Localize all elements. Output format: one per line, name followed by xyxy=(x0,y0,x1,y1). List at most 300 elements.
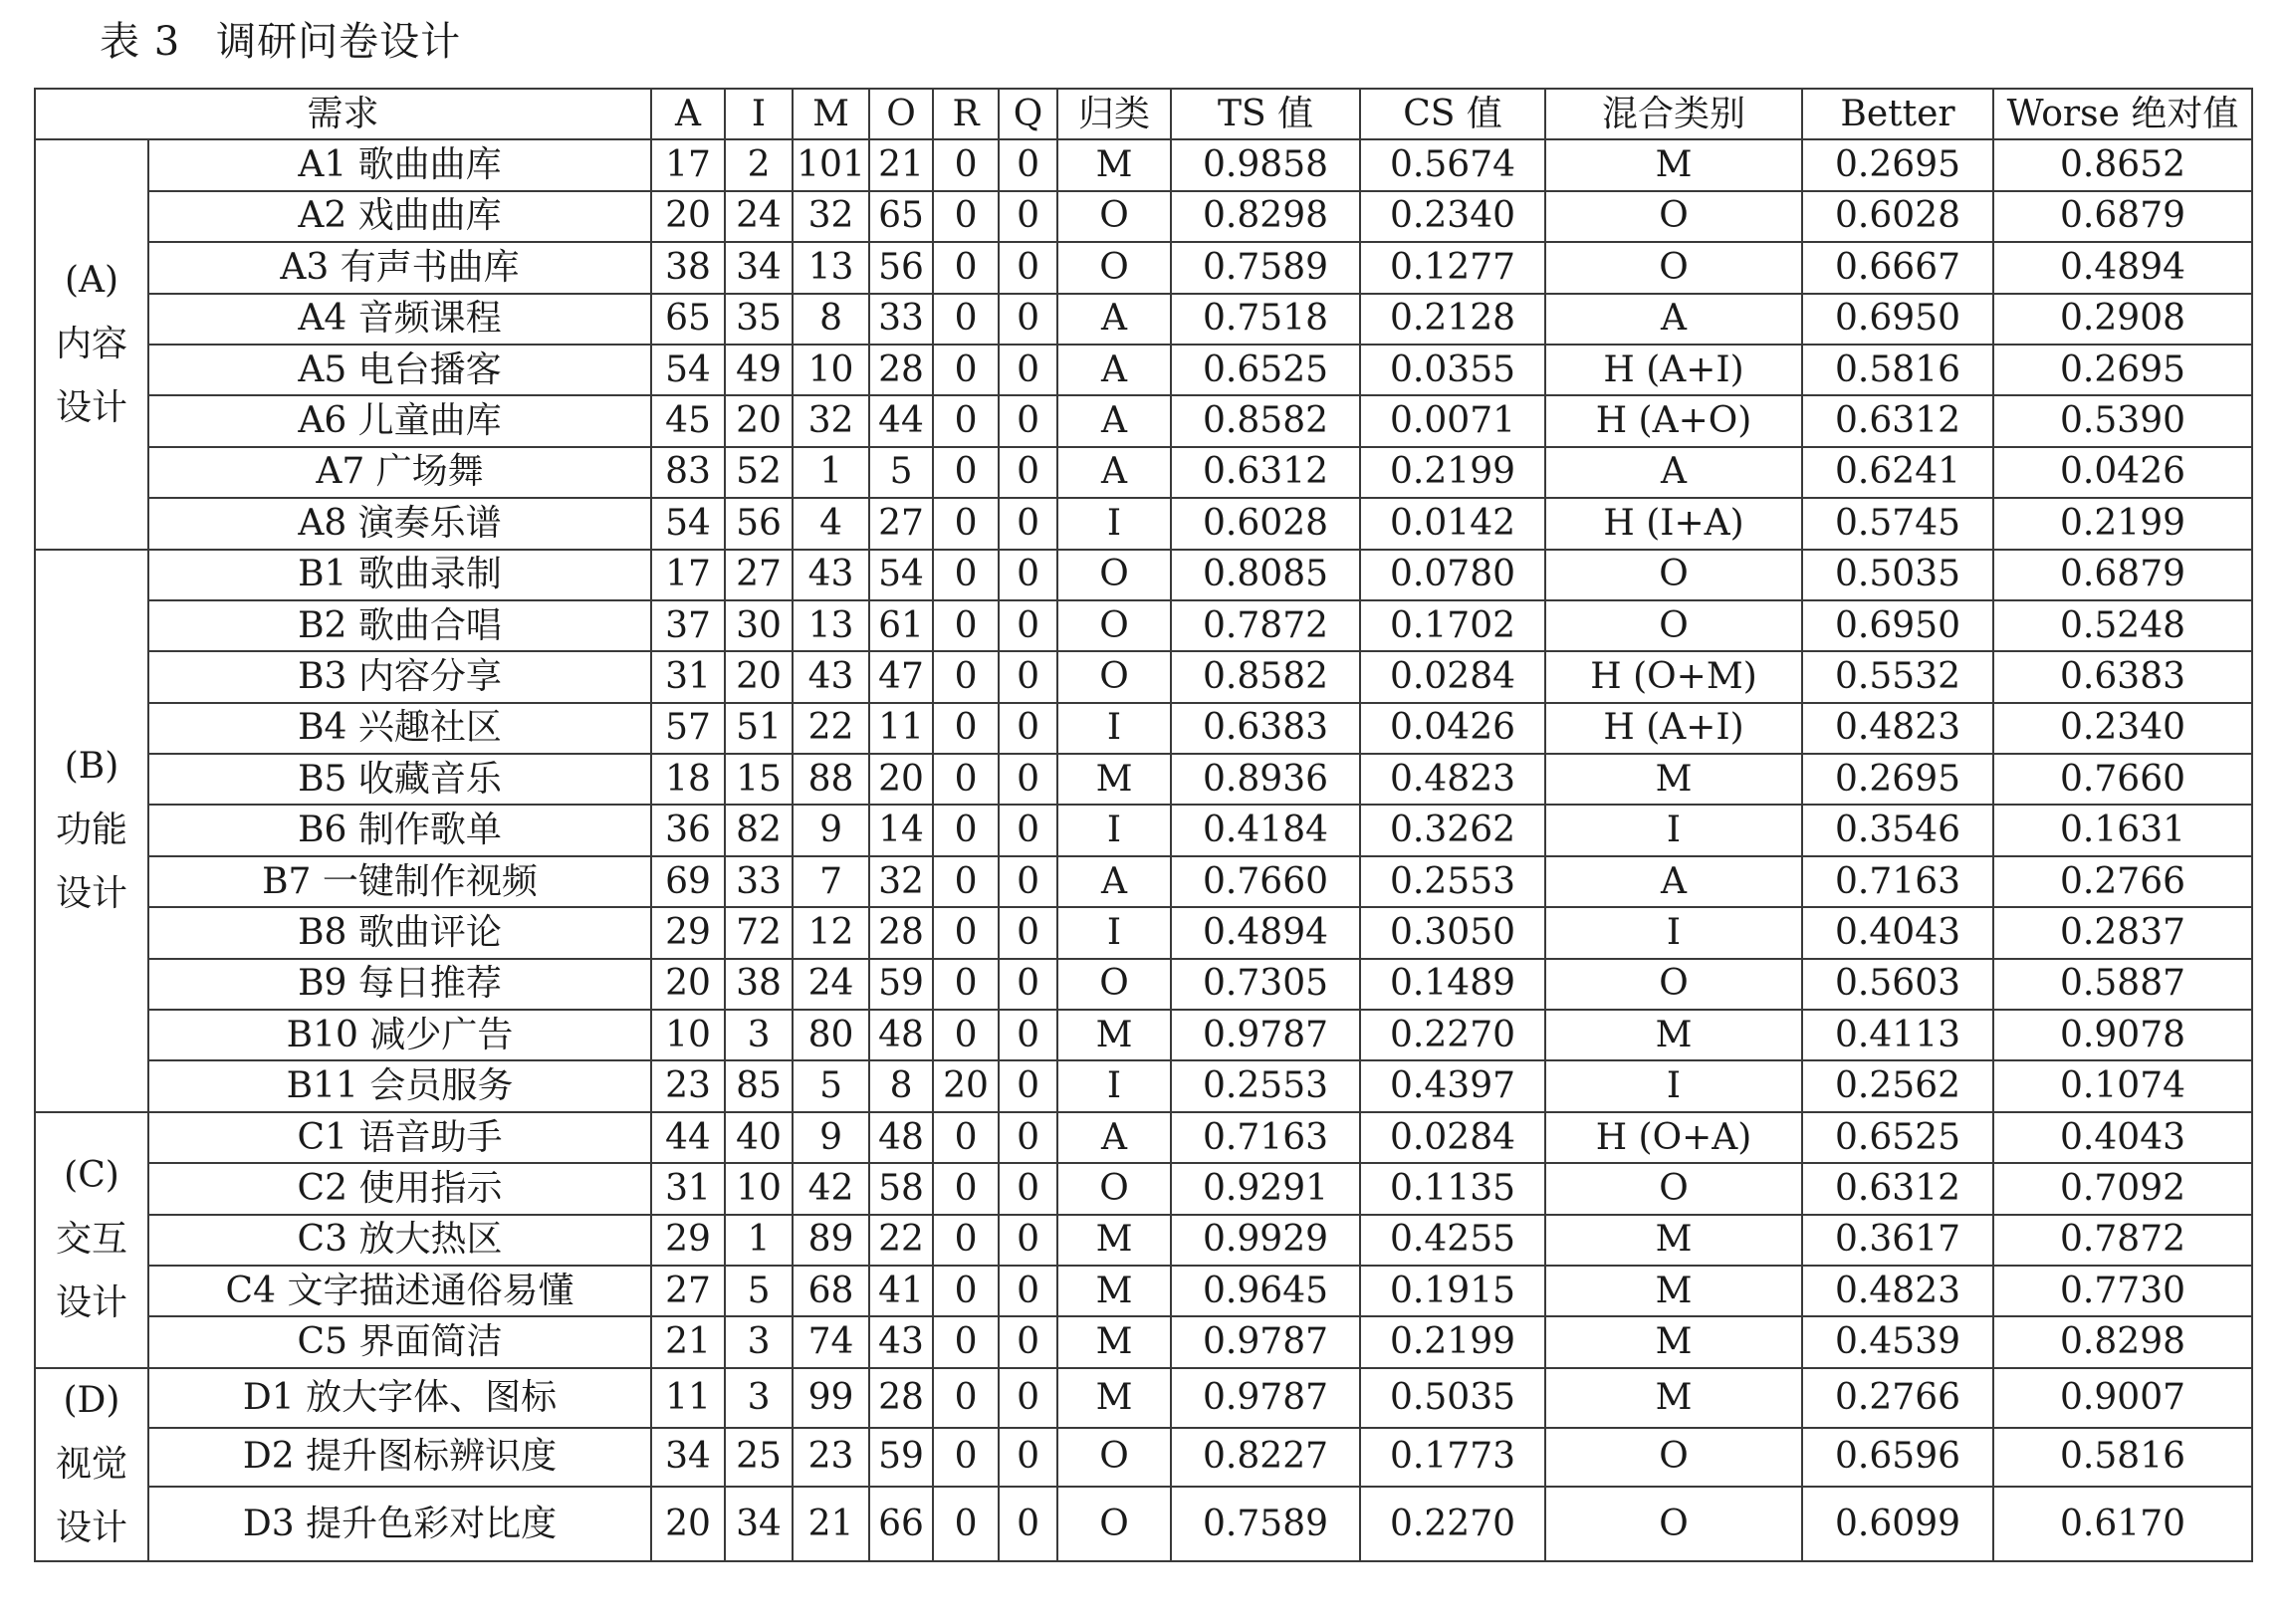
table-cell: O xyxy=(1057,1487,1171,1560)
table-cell: 34 xyxy=(725,1487,793,1560)
table-cell: 0.0426 xyxy=(1360,703,1545,754)
table-cell: 9 xyxy=(793,805,869,855)
group-label-line: 交互 xyxy=(55,1219,127,1261)
table-cell: 0.4043 xyxy=(1993,1112,2252,1163)
table-cell: A xyxy=(1057,856,1171,907)
table-cell: 0 xyxy=(999,703,1057,754)
group-label-line: (B) xyxy=(64,746,119,788)
table-cell: 0 xyxy=(933,294,999,345)
table-cell: 0.8936 xyxy=(1171,754,1360,805)
table-cell: 0.6099 xyxy=(1802,1487,1993,1560)
table-cell: H (I+A) xyxy=(1545,498,1802,549)
table-cell: 68 xyxy=(793,1266,869,1316)
table-cell: 0.6241 xyxy=(1802,447,1993,498)
table-cell: 0.6312 xyxy=(1171,447,1360,498)
table-cell: 29 xyxy=(651,1215,725,1266)
table-cell: O xyxy=(1057,1163,1171,1214)
table-cell: 2 xyxy=(725,139,793,190)
table-cell: 0.9929 xyxy=(1171,1215,1360,1266)
table-cell: 0 xyxy=(933,651,999,702)
table-cell: 85 xyxy=(725,1060,793,1111)
table-cell: A xyxy=(1057,395,1171,446)
table-cell: I xyxy=(1057,805,1171,855)
table-cell: 0.6879 xyxy=(1993,550,2252,600)
table-cell: M xyxy=(1057,1215,1171,1266)
table-cell: 33 xyxy=(869,294,933,345)
table-cell: 0 xyxy=(999,1428,1057,1488)
table-row xyxy=(35,1487,2252,1560)
table-cell: 0.4397 xyxy=(1360,1060,1545,1111)
table-cell: 0.7660 xyxy=(1171,856,1360,907)
table-cell: 30 xyxy=(725,600,793,651)
table-cell: 17 xyxy=(651,550,725,600)
table-cell: 22 xyxy=(869,1215,933,1266)
table-cell: 0.0355 xyxy=(1360,345,1545,395)
table-cell: 65 xyxy=(651,294,725,345)
table-cell: 0 xyxy=(999,242,1057,293)
table-cell: 72 xyxy=(725,907,793,958)
table-cell: 10 xyxy=(793,345,869,395)
table-cell: 35 xyxy=(725,294,793,345)
table-row xyxy=(35,651,2252,702)
table-cell: 12 xyxy=(793,907,869,958)
table-cell: 21 xyxy=(793,1487,869,1560)
table-cell: M xyxy=(1057,1316,1171,1367)
table-cell: 0.9787 xyxy=(1171,1010,1360,1060)
requirement-cell: A2 戏曲曲库 xyxy=(148,191,651,242)
table-cell: 56 xyxy=(725,498,793,549)
requirement-cell: C2 使用指示 xyxy=(148,1163,651,1214)
table-cell: 0.9291 xyxy=(1171,1163,1360,1214)
table-cell: 66 xyxy=(869,1487,933,1560)
table-cell: 13 xyxy=(793,242,869,293)
table-cell: 0.1915 xyxy=(1360,1266,1545,1316)
table-body xyxy=(35,139,2252,1560)
table-cell: 0.6879 xyxy=(1993,191,2252,242)
table-cell: 0.7163 xyxy=(1171,1112,1360,1163)
requirement-cell: B2 歌曲合唱 xyxy=(148,600,651,651)
requirement-cell: B9 每日推荐 xyxy=(148,959,651,1010)
table-cell: 0 xyxy=(999,959,1057,1010)
table-cell: O xyxy=(1057,1428,1171,1488)
table-row xyxy=(35,345,2252,395)
table-cell: 49 xyxy=(725,345,793,395)
table-cell: 0.8298 xyxy=(1993,1316,2252,1367)
table-cell: 17 xyxy=(651,139,725,190)
table-cell: 0 xyxy=(933,703,999,754)
table-row xyxy=(35,1266,2252,1316)
table-cell: 0.2199 xyxy=(1360,1316,1545,1367)
table-cell: 0 xyxy=(999,1060,1057,1111)
table-cell: 0.3617 xyxy=(1802,1215,1993,1266)
table-cell: 0 xyxy=(933,1368,999,1428)
table-cell: 0.8227 xyxy=(1171,1428,1360,1488)
table-cell: 0 xyxy=(933,959,999,1010)
table-cell: M xyxy=(1545,1215,1802,1266)
table-cell: 0.4823 xyxy=(1802,703,1993,754)
table-cell: 0.4894 xyxy=(1171,907,1360,958)
group-label-cell xyxy=(35,139,148,549)
table-cell: 0.7163 xyxy=(1802,856,1993,907)
table-row xyxy=(35,600,2252,651)
table-cell: 7 xyxy=(793,856,869,907)
table-cell: 20 xyxy=(651,1487,725,1560)
table-cell: 0.0780 xyxy=(1360,550,1545,600)
group-label-line: 设计 xyxy=(55,1282,127,1324)
header-cell: CS 值 xyxy=(1360,89,1545,139)
header-cell: O xyxy=(869,89,933,139)
header-cell: Q xyxy=(999,89,1057,139)
table-cell: 0.2766 xyxy=(1802,1368,1993,1428)
table-cell: 0.7518 xyxy=(1171,294,1360,345)
group-label-line: 设计 xyxy=(55,873,127,915)
table-cell: 0 xyxy=(999,498,1057,549)
table-cell: M xyxy=(1057,1010,1171,1060)
table-cell: 0.9007 xyxy=(1993,1368,2252,1428)
table-cell: 0.6028 xyxy=(1171,498,1360,549)
table-cell: M xyxy=(1545,139,1802,190)
table-cell: 0 xyxy=(999,1010,1057,1060)
table-row xyxy=(35,1428,2252,1488)
table-cell: 0.7730 xyxy=(1993,1266,2252,1316)
table-caption xyxy=(100,14,461,70)
header-cell: 归类 xyxy=(1057,89,1171,139)
table-cell: 1 xyxy=(725,1215,793,1266)
table-cell: 0.8582 xyxy=(1171,651,1360,702)
group-label-line: 内容 xyxy=(55,323,127,364)
table-cell: 44 xyxy=(651,1112,725,1163)
table-cell: 32 xyxy=(793,191,869,242)
group-label-line: 功能 xyxy=(55,810,127,851)
table-cell: 0.0284 xyxy=(1360,1112,1545,1163)
requirement-cell: C5 界面简洁 xyxy=(148,1316,651,1367)
header-cell: 混合类别 xyxy=(1545,89,1802,139)
table-cell: 21 xyxy=(869,139,933,190)
table-cell: O xyxy=(1545,1487,1802,1560)
requirement-cell: A6 儿童曲库 xyxy=(148,395,651,446)
table-cell: 0.1074 xyxy=(1993,1060,2252,1111)
table-cell: O xyxy=(1545,1163,1802,1214)
table-cell: 0 xyxy=(999,856,1057,907)
table-cell: I xyxy=(1057,703,1171,754)
table-cell: 0.2128 xyxy=(1360,294,1545,345)
table-cell: 27 xyxy=(651,1266,725,1316)
table-cell: M xyxy=(1545,1368,1802,1428)
table-cell: 5 xyxy=(793,1060,869,1111)
table-cell: 0 xyxy=(933,1487,999,1560)
table-row xyxy=(35,139,2252,190)
table-row xyxy=(35,703,2252,754)
table-cell: 0 xyxy=(933,139,999,190)
requirement-cell: B7 一键制作视频 xyxy=(148,856,651,907)
table-row xyxy=(35,959,2252,1010)
table-cell: 0.5816 xyxy=(1993,1428,2252,1488)
table-title: 调研问卷设计 xyxy=(216,19,462,65)
table-cell: 0.5248 xyxy=(1993,600,2252,651)
table-cell: 0.2199 xyxy=(1360,447,1545,498)
table-cell: 20 xyxy=(869,754,933,805)
table-row xyxy=(35,856,2252,907)
table-cell: H (O+A) xyxy=(1545,1112,1802,1163)
table-cell: 28 xyxy=(869,345,933,395)
table-cell: 10 xyxy=(651,1010,725,1060)
table-cell: O xyxy=(1057,600,1171,651)
table-cell: 44 xyxy=(869,395,933,446)
table-cell: 0.2270 xyxy=(1360,1010,1545,1060)
requirement-cell: B1 歌曲录制 xyxy=(148,550,651,600)
table-cell: 31 xyxy=(651,651,725,702)
table-row xyxy=(35,1060,2252,1111)
table-cell: 32 xyxy=(869,856,933,907)
table-cell: 0.6170 xyxy=(1993,1487,2252,1560)
table-cell: 0.6596 xyxy=(1802,1428,1993,1488)
table-cell: 41 xyxy=(869,1266,933,1316)
table-cell: 0.7092 xyxy=(1993,1163,2252,1214)
table-cell: 21 xyxy=(651,1316,725,1367)
group-label-line: 设计 xyxy=(55,386,127,428)
table-cell: 59 xyxy=(869,959,933,1010)
table-cell: 59 xyxy=(869,1428,933,1488)
table-cell: 0.5035 xyxy=(1360,1368,1545,1428)
table-cell: I xyxy=(1057,1060,1171,1111)
table-cell: 20 xyxy=(933,1060,999,1111)
table-cell: 24 xyxy=(725,191,793,242)
table-cell: 83 xyxy=(651,447,725,498)
table-cell: 0.2908 xyxy=(1993,294,2252,345)
table-row xyxy=(35,1215,2252,1266)
table-cell: 33 xyxy=(725,856,793,907)
table-cell: O xyxy=(1057,550,1171,600)
requirement-cell: A8 演奏乐谱 xyxy=(148,498,651,549)
table-cell: 0.5745 xyxy=(1802,498,1993,549)
table-cell: 0.7872 xyxy=(1171,600,1360,651)
table-cell: 0.9858 xyxy=(1171,139,1360,190)
table-cell: 0.2270 xyxy=(1360,1487,1545,1560)
table-cell: 43 xyxy=(869,1316,933,1367)
table-cell: 8 xyxy=(869,1060,933,1111)
table-row xyxy=(35,907,2252,958)
table-cell: M xyxy=(1545,1010,1802,1060)
table-cell: 43 xyxy=(793,550,869,600)
table-cell: 0 xyxy=(999,1368,1057,1428)
table-cell: 0.2695 xyxy=(1993,345,2252,395)
table-cell: 0 xyxy=(933,550,999,600)
table-cell: 0.9645 xyxy=(1171,1266,1360,1316)
table-row xyxy=(35,498,2252,549)
table-cell: 23 xyxy=(793,1428,869,1488)
requirement-cell: A3 有声书曲库 xyxy=(148,242,651,293)
table-cell: 0.1277 xyxy=(1360,242,1545,293)
table-cell: 0 xyxy=(933,856,999,907)
table-cell: 22 xyxy=(793,703,869,754)
table-cell: 0.2553 xyxy=(1360,856,1545,907)
table-row xyxy=(35,242,2252,293)
table-cell: 0 xyxy=(933,600,999,651)
table-cell: 0.2695 xyxy=(1802,754,1993,805)
table-cell: 0.0426 xyxy=(1993,447,2252,498)
table-cell: A xyxy=(1545,294,1802,345)
table-cell: 11 xyxy=(651,1368,725,1428)
table-cell: 27 xyxy=(725,550,793,600)
table-cell: 4 xyxy=(793,498,869,549)
table-cell: 0.7589 xyxy=(1171,242,1360,293)
group-label-line: 视觉 xyxy=(55,1443,127,1485)
table-cell: 0.1135 xyxy=(1360,1163,1545,1214)
requirement-cell: B3 内容分享 xyxy=(148,651,651,702)
table-cell: 0 xyxy=(933,1163,999,1214)
table-cell: 0.4894 xyxy=(1993,242,2252,293)
table-cell: 0.6525 xyxy=(1171,345,1360,395)
table-cell: H (O+M) xyxy=(1545,651,1802,702)
table-cell: 31 xyxy=(651,1163,725,1214)
table-cell: 0.3546 xyxy=(1802,805,1993,855)
table-cell: O xyxy=(1545,550,1802,600)
table-cell: 0 xyxy=(933,1428,999,1488)
table-cell: O xyxy=(1057,242,1171,293)
table-cell: 54 xyxy=(651,345,725,395)
table-cell: 0 xyxy=(933,395,999,446)
table-row xyxy=(35,294,2252,345)
table-cell: 0.6950 xyxy=(1802,294,1993,345)
table-cell: 48 xyxy=(869,1010,933,1060)
table-cell: 0 xyxy=(933,191,999,242)
table-cell: 3 xyxy=(725,1368,793,1428)
table-cell: 32 xyxy=(793,395,869,446)
table-cell: M xyxy=(1057,1266,1171,1316)
group-label-cell xyxy=(35,550,148,1112)
table-cell: 3 xyxy=(725,1010,793,1060)
group-label-line: (C) xyxy=(64,1155,119,1197)
table-cell: 47 xyxy=(869,651,933,702)
table-cell: 0.6950 xyxy=(1802,600,1993,651)
table-cell: 0.6028 xyxy=(1802,191,1993,242)
table-cell: 0.9787 xyxy=(1171,1316,1360,1367)
table-cell: 0.0071 xyxy=(1360,395,1545,446)
table-row xyxy=(35,1010,2252,1060)
table-cell: I xyxy=(1545,1060,1802,1111)
table-cell: 0 xyxy=(933,1010,999,1060)
table-cell: H (A+I) xyxy=(1545,703,1802,754)
table-cell: 11 xyxy=(869,703,933,754)
table-cell: 57 xyxy=(651,703,725,754)
table-cell: 0.4043 xyxy=(1802,907,1993,958)
table-cell: 0.5816 xyxy=(1802,345,1993,395)
table-cell: O xyxy=(1545,1428,1802,1488)
table-cell: 0 xyxy=(999,1112,1057,1163)
table-cell: I xyxy=(1057,498,1171,549)
table-cell: 0 xyxy=(933,1316,999,1367)
table-cell: A xyxy=(1545,447,1802,498)
table-cell: 82 xyxy=(725,805,793,855)
table-cell: 0 xyxy=(933,242,999,293)
survey-design-table xyxy=(34,88,2253,1562)
group-label-line: 设计 xyxy=(55,1507,127,1548)
table-cell: M xyxy=(1545,1316,1802,1367)
table-cell: 0 xyxy=(933,1112,999,1163)
header-cell: R xyxy=(933,89,999,139)
table-cell: 0 xyxy=(933,907,999,958)
table-cell: 0.6383 xyxy=(1993,651,2252,702)
requirement-cell: A1 歌曲曲库 xyxy=(148,139,651,190)
table-row xyxy=(35,1163,2252,1214)
table-cell: 0.9078 xyxy=(1993,1010,2252,1060)
table-cell: 10 xyxy=(725,1163,793,1214)
table-cell: 20 xyxy=(651,191,725,242)
table-cell: 0 xyxy=(999,139,1057,190)
table-cell: 54 xyxy=(869,550,933,600)
header-cell: 需求 xyxy=(35,89,651,139)
header-cell: Worse 绝对值 xyxy=(1993,89,2252,139)
table-cell: 0 xyxy=(933,754,999,805)
table-cell: 42 xyxy=(793,1163,869,1214)
table-row xyxy=(35,805,2252,855)
requirement-cell: C3 放大热区 xyxy=(148,1215,651,1266)
table-cell: 0 xyxy=(999,1215,1057,1266)
table-cell: 0.2837 xyxy=(1993,907,2252,958)
table-cell: I xyxy=(1545,805,1802,855)
table-cell: 0.1489 xyxy=(1360,959,1545,1010)
table-cell: 0.4255 xyxy=(1360,1215,1545,1266)
table-cell: O xyxy=(1545,600,1802,651)
table-cell: 58 xyxy=(869,1163,933,1214)
table-row xyxy=(35,191,2252,242)
table-cell: 0.2340 xyxy=(1993,703,2252,754)
table-cell: M xyxy=(1057,1368,1171,1428)
table-cell: 0.4539 xyxy=(1802,1316,1993,1367)
table-cell: 0.6383 xyxy=(1171,703,1360,754)
requirement-cell: B6 制作歌单 xyxy=(148,805,651,855)
table-cell: H (A+I) xyxy=(1545,345,1802,395)
requirement-cell: A7 广场舞 xyxy=(148,447,651,498)
table-cell: 9 xyxy=(793,1112,869,1163)
table-row xyxy=(35,550,2252,600)
table-cell: 38 xyxy=(651,242,725,293)
table-cell: A xyxy=(1057,1112,1171,1163)
table-cell: 54 xyxy=(651,498,725,549)
table-cell: 0 xyxy=(999,651,1057,702)
table-cell: 0 xyxy=(933,1266,999,1316)
table-cell: 20 xyxy=(725,651,793,702)
table-cell: 0.7305 xyxy=(1171,959,1360,1010)
table-cell: 0.3262 xyxy=(1360,805,1545,855)
table-cell: O xyxy=(1545,191,1802,242)
table-cell: 1 xyxy=(793,447,869,498)
table-row xyxy=(35,1368,2252,1428)
table-cell: I xyxy=(1545,907,1802,958)
table-cell: O xyxy=(1057,191,1171,242)
table-cell: 80 xyxy=(793,1010,869,1060)
table-cell: 23 xyxy=(651,1060,725,1111)
table-cell: 40 xyxy=(725,1112,793,1163)
table-cell: 0 xyxy=(999,1316,1057,1367)
table-cell: 0 xyxy=(999,395,1057,446)
table-cell: 0.6667 xyxy=(1802,242,1993,293)
table-cell: 0.9787 xyxy=(1171,1368,1360,1428)
table-cell: 43 xyxy=(793,651,869,702)
table-cell: I xyxy=(1057,907,1171,958)
table-cell: A xyxy=(1057,345,1171,395)
table-cell: 28 xyxy=(869,907,933,958)
requirement-cell: B5 收藏音乐 xyxy=(148,754,651,805)
table-cell: 36 xyxy=(651,805,725,855)
table-cell: 0 xyxy=(999,345,1057,395)
table-cell: 38 xyxy=(725,959,793,1010)
requirement-cell: C4 文字描述通俗易懂 xyxy=(148,1266,651,1316)
header-cell: TS 值 xyxy=(1171,89,1360,139)
table-cell: 5 xyxy=(869,447,933,498)
requirement-cell: D3 提升色彩对比度 xyxy=(148,1487,651,1560)
requirement-cell: C1 语音助手 xyxy=(148,1112,651,1163)
